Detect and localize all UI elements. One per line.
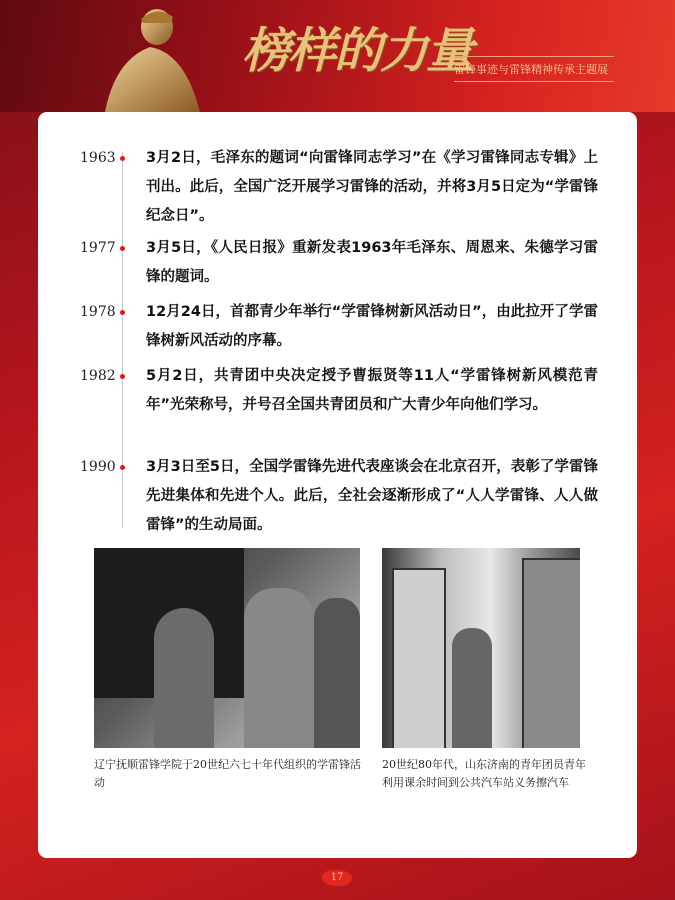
- photo-caption: 20世纪80年代，山东济南的青年团员青年利用课余时间到公共汽车站义务擦汽车: [382, 758, 586, 789]
- bus-left: [392, 568, 446, 748]
- timeline-dot: [120, 465, 125, 470]
- person-figure: [154, 608, 214, 748]
- person-figure: [452, 628, 492, 748]
- statue-image: [95, 5, 205, 112]
- photo-bus-washing: [382, 548, 580, 748]
- timeline-year: 1963: [80, 150, 116, 166]
- timeline-year: 1977: [80, 240, 116, 256]
- header-banner: [0, 0, 675, 112]
- subtitle-box: [454, 56, 614, 82]
- bus-right: [522, 558, 580, 748]
- photo-caption: 辽宁抚顺雷锋学院于20世纪六七十年代组织的学雷锋活动: [94, 758, 361, 789]
- timeline-text: 12月24日，首都青少年举行“学雷锋树新风活动日”，由此拉开了学雷锋树新风活动的序幕。: [146, 304, 598, 349]
- timeline-text: 3月2日，毛泽东的题词“向雷锋同志学习”在《学习雷锋同志专辑》上刊出。此后，全国广泛开展学习雷锋的活动，并将3月5日定为“学雷锋纪念日”。: [146, 150, 598, 224]
- timeline-line: [122, 152, 123, 528]
- timeline-text: 3月5日，《人民日报》重新发表1963年毛泽东、周恩来、朱德学习雷锋的题词。: [146, 240, 598, 285]
- timeline-year: 1982: [80, 368, 116, 384]
- timeline-dot: [120, 246, 125, 251]
- exhibition-title: 榜样的力量: [242, 23, 473, 79]
- timeline-dot: [120, 156, 125, 161]
- content-card: [38, 112, 637, 858]
- timeline-dot: [120, 374, 125, 379]
- timeline-year: 1990: [80, 459, 116, 475]
- person-figure: [244, 588, 314, 748]
- page-number: 17: [322, 870, 352, 886]
- person-figure: [314, 598, 360, 748]
- exhibition-subtitle: 雷锋事迹与雷锋精神传承主题展: [454, 63, 608, 76]
- timeline-dot: [120, 310, 125, 315]
- timeline-text: 3月3日至5日，全国学雷锋先进代表座谈会在北京召开，表彰了学雷锋先进集体和先进个人。此后，全社会逐渐形成了“人人学雷锋、人人做雷锋”的生动局面。: [146, 459, 598, 533]
- timeline-year: 1978: [80, 304, 116, 320]
- photo-blackboard: [94, 548, 360, 748]
- timeline-text: 5月2日，共青团中央决定授予曹振贤等11人“学雷锋树新风模范青年”光荣称号，并号召全国共青团员和广大青少年向他们学习。: [146, 368, 598, 413]
